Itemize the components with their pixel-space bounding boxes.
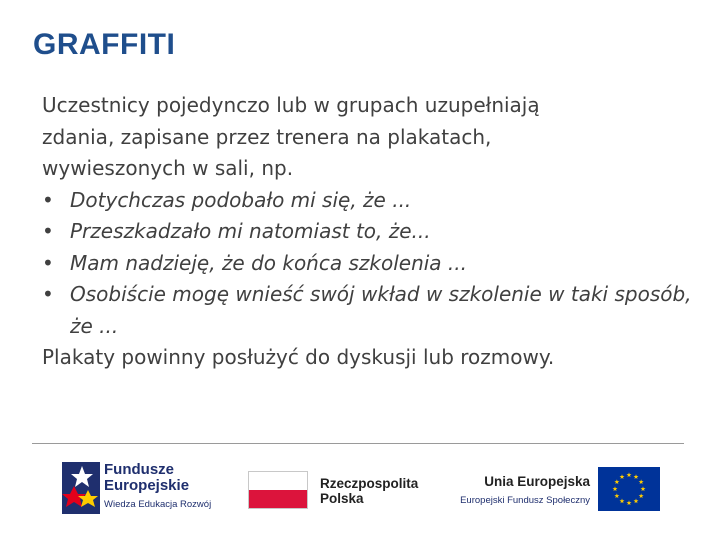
closing-paragraph: Plakaty powinny posłużyć do dyskusji lub rozmowy. [42, 345, 555, 369]
intro-line: wywieszonych w sali, np. [42, 156, 294, 180]
footer-divider [32, 443, 684, 444]
fe-line3: Wiedza Edukacja Rozwój [104, 499, 212, 510]
intro-paragraph [42, 90, 692, 185]
intro-line: zdania, zapisane przez trenera na plakatach, [42, 124, 492, 149]
unia-europejska-logo [460, 474, 590, 508]
polish-flag-icon [248, 471, 308, 509]
fundusze-europejskie-logo [62, 462, 222, 518]
bullet-item: • Przeszkadzało mi natomiast to, że... [42, 216, 692, 248]
fe-line2: Europejskie [104, 477, 190, 494]
fe-line1: Fundusze [104, 461, 174, 478]
fe-text-block [104, 462, 211, 512]
rzeczpospolita-polska-logo [320, 476, 418, 506]
intro-line: Uczestnicy pojedynczo lub w grupach uzupełniają [42, 93, 540, 117]
fe-emblem-icon [62, 462, 100, 514]
content-body [42, 90, 692, 374]
bullet-item: • Mam nadzieję, że do końca szkolenia ... [42, 248, 692, 280]
ue-line1: Unia Europejska [484, 474, 590, 489]
bullet-item: • Osobiście mogę wnieść swój wkład w szkolenie w taki sposób, że ... [42, 279, 692, 342]
bullet-item: • Dotychczas podobało mi się, że ... [42, 185, 692, 217]
ue-line2: Europejski Fundusz Społeczny [460, 495, 590, 506]
rp-line1: Rzeczpospolita [320, 476, 419, 491]
page-title: GRAFFITI [33, 28, 176, 61]
eu-flag-icon [598, 467, 660, 511]
rp-line2: Polska [320, 491, 364, 506]
bullet-list [42, 185, 692, 343]
